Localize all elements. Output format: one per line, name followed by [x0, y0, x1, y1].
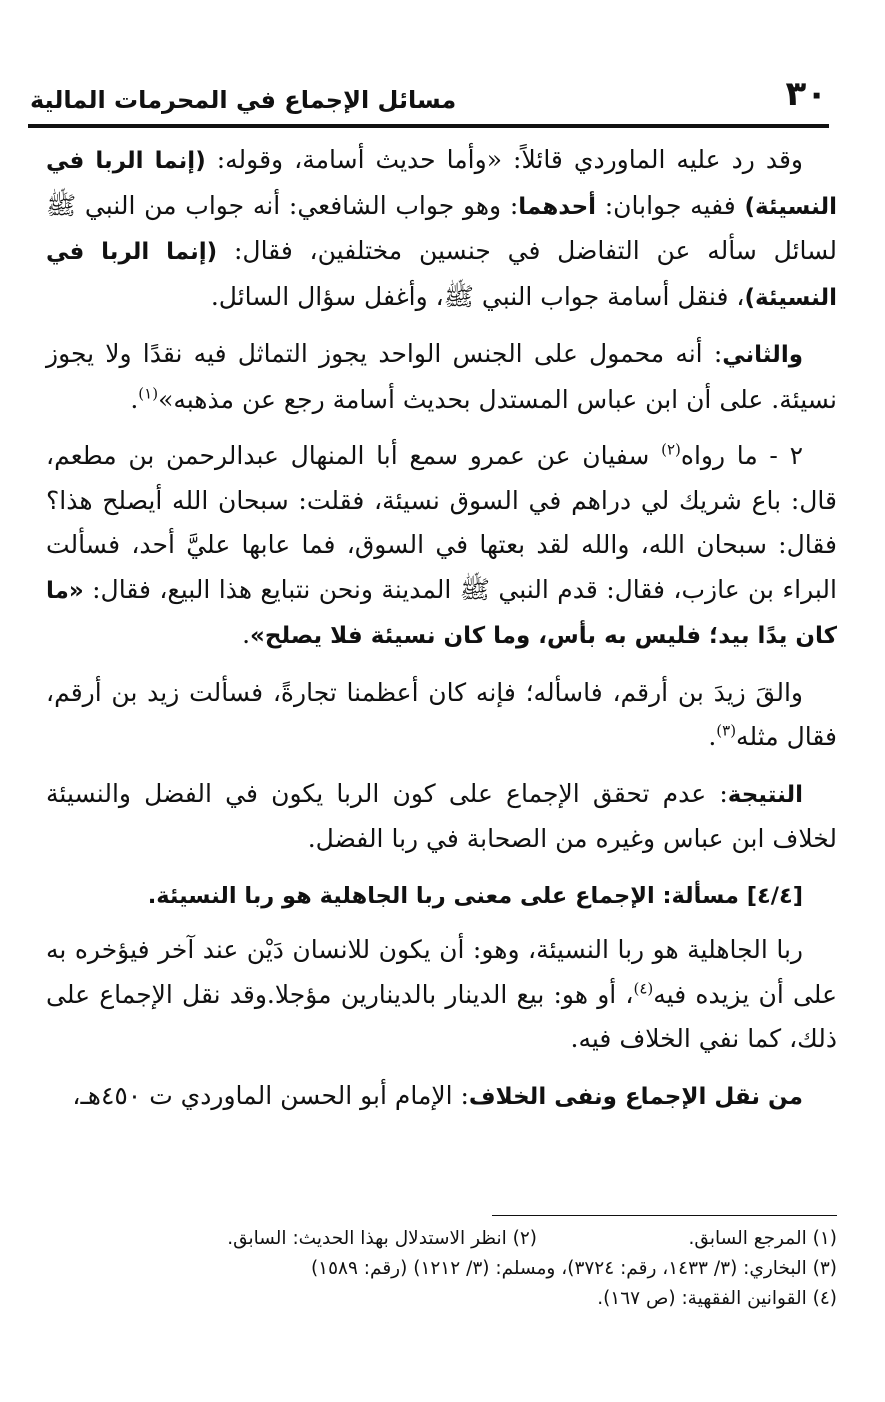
paragraph-7: من نقل الإجماع ونفى الخلاف: الإمام أبو الحسن الماوردي ت ٤٥٠هـ، [72, 1080, 803, 1110]
paragraph-3: ٢ - ما رواه$^{(٢)}$ سفيان عن عمرو سمع أبا المنهال عبدالرحمن بن مطعم، قال: باع شريك لي دراهم في السوق نسيئة، فقلت: سبحان الله أيصلح هذا؟ فقال: سبحان الله، والله لقد بعتها في السوق، فما عابها عليَّ أحد، فسألت البراء بن عازب، فقال: قدم النبي ﷺ المدينة ونحن نتبايع هذا البيع، فقال: «ما كان يدًا بيد؛ فليس به بأس، وما كان نسيئة فلا يصلح». [46, 440, 837, 649]
footnote-2: (٢) انظر الاستدلال بهذا الحديث: السابق. [227, 1228, 537, 1249]
footnote-row [50, 1284, 837, 1314]
running-title: مسائل الإجماع في المحرمات المالية [30, 86, 457, 114]
footnote-3: (٣) البخاري: (٣/ ١٤٣٣، رقم: ٣٧٢٤)، ومسلم: (٣/ ١٢١٢) (رقم: ١٥٨٩) [310, 1258, 837, 1279]
footnote-ref-3: (٣) [716, 721, 737, 740]
section-heading: [٤/٤] مسألة: الإجماع على معنى ربا الجاهلية هو ربا النسيئة. [147, 882, 803, 909]
header-divider [28, 124, 829, 128]
footnote-row [50, 1224, 837, 1254]
paragraph-5: النتيجة: عدم تحقق الإجماع على كون الربا يكون في الفضل والنسيئة لخلاف ابن عباس وغيره من الصحابة في ربا الفضل. [46, 778, 837, 853]
paragraph-4: والقَ زيدَ بن أرقم، فاسأله؛ فإنه كان أعظمنا تجارةً، فسألت زيد بن أرقم، فقال مثله$^{(٣)}$. [46, 677, 837, 751]
footnote-ref-4: (٤) [633, 979, 654, 998]
page-number: ٣٠ [785, 74, 827, 114]
paragraph-1: وقد رد عليه الماوردي قائلاً: «وأما حديث أسامة، وقوله: (إنما الربا في النسيئة) ففيه جوابان: أحدهما: وهو جواب الشافعي: أنه جواب من النبي ﷺ لسائل سأله عن التفاضل في جنسين مختلفين، فقال: (إنما الربا في النسيئة)، فنقل أسامة جواب النبي ﷺ، وأغفل سؤال السائل. [46, 145, 837, 311]
paragraph-2: والثاني: أنه محمول على الجنس الواحد يجوز التماثل فيه نقدًا ولا يجوز نسيئة. على أن ابن عباس المستدل بحديث أسامة رجع عن مذهبه»$^{(١)}$. [46, 339, 837, 414]
footnote-4: (٤) القوانين الفقهية: (ص ١٦٧). [597, 1288, 837, 1309]
footnotes [50, 1224, 837, 1314]
page-header [30, 68, 827, 124]
footnote-1: (١) المرجع السابق. [688, 1228, 837, 1249]
footnote-ref-1: (١) [138, 384, 159, 403]
main-text [46, 138, 837, 1131]
paragraph-6: ربا الجاهلية هو ربا النسيئة، وهو: أن يكون للانسان دَيْن عند آخر فيؤخره به على أن يزيده فيه$^{(٤)}$، أو هو: بيع الدينار بالدينارين مؤجلا.وقد نقل الإجماع على ذلك، كما نفي الخلاف فيه. [46, 935, 837, 1053]
footnote-row [50, 1254, 837, 1284]
footnote-divider [492, 1215, 837, 1216]
footnote-ref-2: (٢) [661, 440, 681, 459]
